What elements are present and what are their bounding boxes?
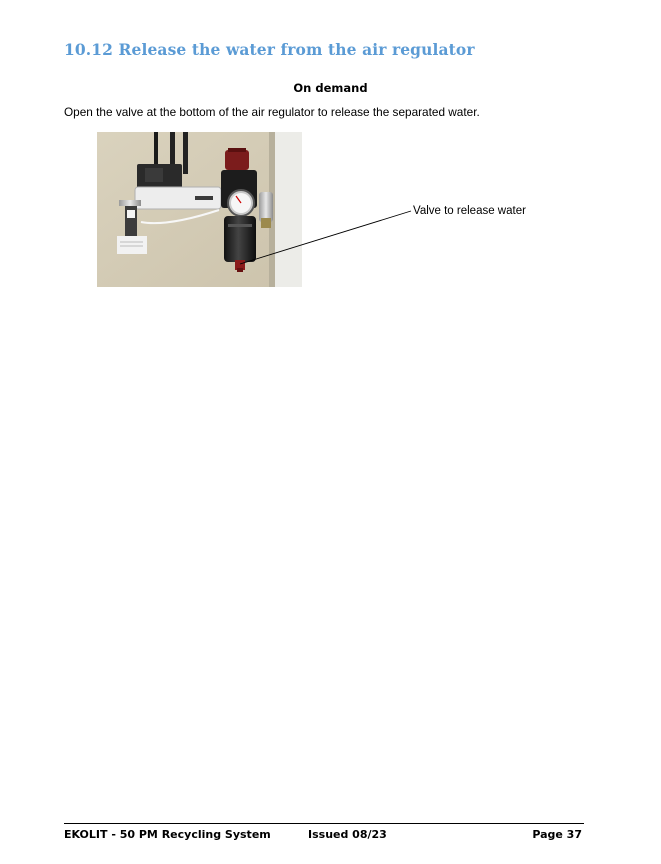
instruction-text: Open the valve at the bottom of the air regulator to release the separated water. <box>64 105 480 119</box>
valve-callout-label: Valve to release water <box>413 205 526 217</box>
footer-page-number: Page 37 <box>532 828 582 841</box>
frequency-label: On demand <box>293 81 368 95</box>
section-heading: 10.12 Release the water from the air regulator <box>64 40 475 59</box>
footer-product: EKOLIT - 50 PM Recycling System <box>64 828 271 841</box>
air-regulator-photo <box>97 132 302 287</box>
footer-divider <box>64 823 584 824</box>
footer-issued: Issued 08/23 <box>308 828 387 841</box>
